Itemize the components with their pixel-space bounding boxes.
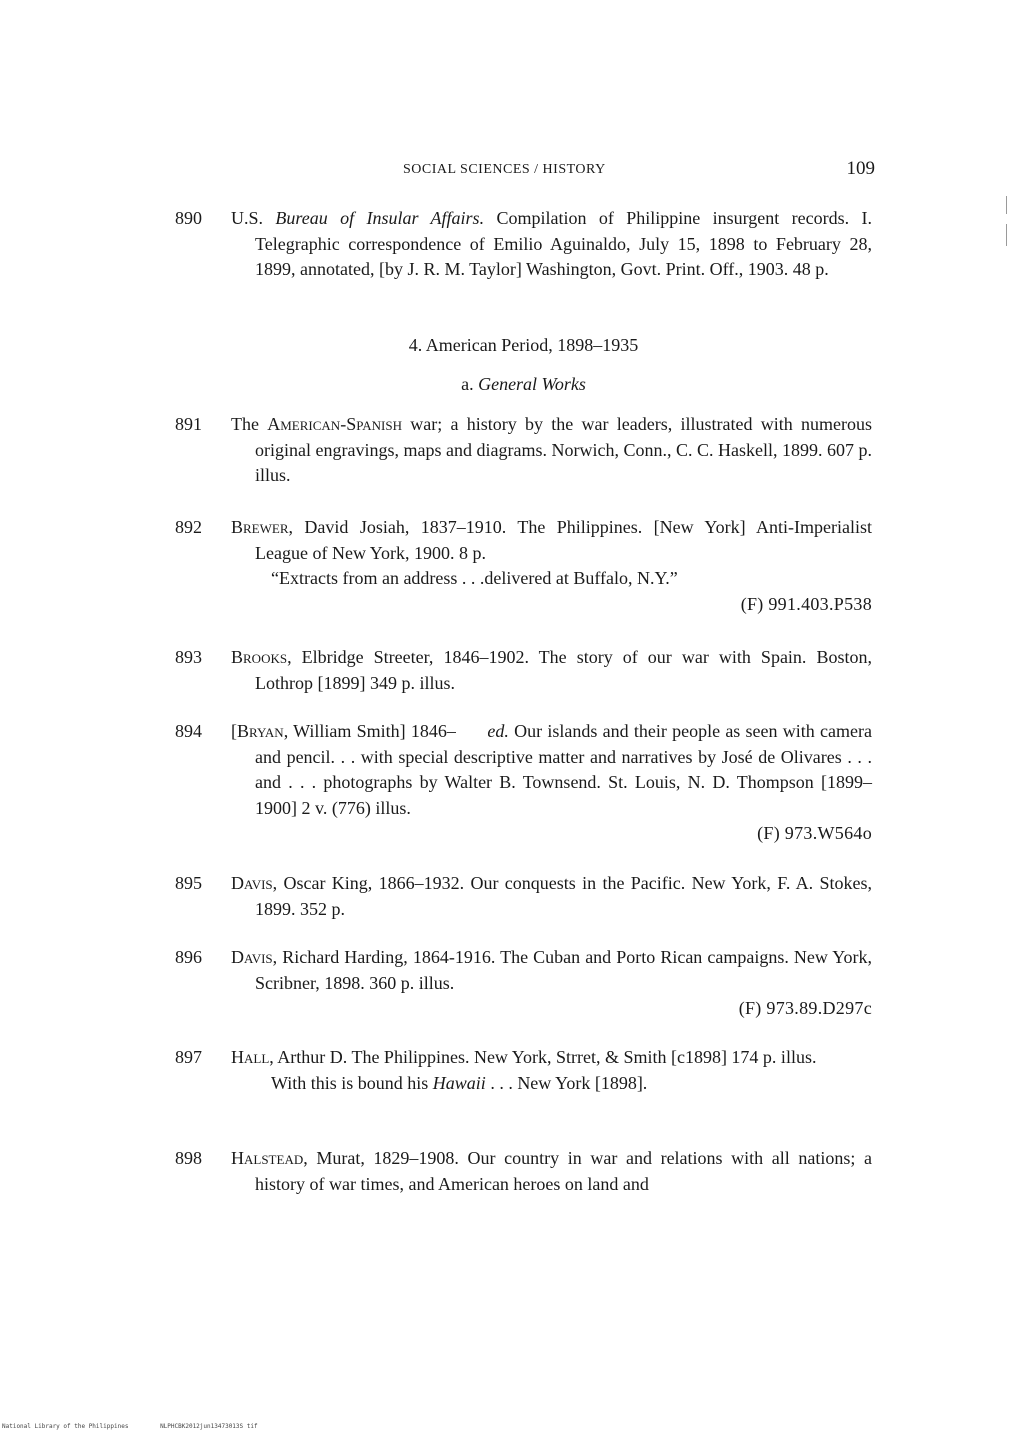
running-head [175,158,875,184]
entry-number: 891 [175,414,202,434]
bibliography-entry [175,945,872,1022]
bibliography-entry [175,645,872,696]
entry-citation: Hall, Arthur D. The Philippines. New York, Strret, & Smith [c1898] 174 p. illus. [231,1047,817,1067]
entry-note: With this is bound his Hawaii . . . New York [1898]. [271,1072,648,1093]
call-number: (F) 973.W564o [757,823,872,843]
scan-footer [2,1423,258,1430]
entry-number: 892 [175,517,202,537]
bibliography-entry [175,1045,872,1096]
scan-mark [1006,196,1007,214]
entry-citation: Davis, Oscar King, 1866–1932. Our conquests in the Pacific. New York, F. A. Stokes, 1899. 352 p. [231,873,872,919]
bibliography-entry [175,515,872,617]
scan-mark [1006,224,1007,246]
entry-number: 898 [175,1148,202,1168]
page-number: 109 [846,158,875,179]
entry-number: 893 [175,647,202,667]
scan-id: NLPHCBK2012jun13473013S tif [160,1423,258,1430]
entry-citation: Davis, Richard Harding, 1864-1916. The Cuban and Porto Rican campaigns. New York, Scribner, 1898. 360 p. illus. [231,947,872,993]
entry-citation: U.S. Bureau of Insular Affairs. Compilation of Philippine insurgent records. I. Telegraphic correspondence of Emilio Aguinaldo, July 15, 1898 to February 28, 1899, annotated, [by J. R. M. Taylor] Washington, Govt. Print. Off., 1903. 48 p. [231,208,873,279]
entry-citation: The American-Spanish war; a history by the war leaders, illustrated with numerous original engravings, maps and diagrams. Norwich, Conn., C. C. Haskell, 1899. 607 p. illus. [231,414,872,485]
entry-number: 890 [175,208,202,228]
subsection-prefix: a. [461,374,474,394]
entry-number: 896 [175,947,202,967]
bibliography-entry [175,206,872,283]
subsection-heading [175,374,872,395]
entry-citation: Halstead, Murat, 1829–1908. Our country in war and relations with all nations; a history of war times, and American heroes on land and [231,1148,872,1194]
entry-citation: Brewer, David Josiah, 1837–1910. The Philippines. [New York] Anti-Imperialist League of New York, 1900. 8 p. [231,517,872,563]
call-number: (F) 991.403.P538 [740,593,872,614]
bibliography-entry [175,412,872,489]
entry-citation: [Bryan, William Smith] 1846– ed. Our islands and their people as seen with camera and pencil. . . with special descriptive matter and narratives by José de Olivares . . . and . . . photographs by Walter B. Townsend. St. Louis, N. D. Thompson [1899–1900] 2 v. (776) illus. [231,721,872,818]
call-number: (F) 973.89.D297c [738,998,872,1018]
subsection-title: General Works [478,374,586,394]
entry-citation: Brooks, Elbridge Streeter, 1846–1902. The story of our war with Spain. Boston, Lothrop [1899] 349 p. illus. [231,647,872,693]
entry-number: 894 [175,721,202,741]
entry-number: 897 [175,1047,202,1067]
running-title: SOCIAL SCIENCES / HISTORY [403,162,606,177]
entry-number: 895 [175,873,202,893]
entry-note: “Extracts from an address . . .delivered at Buffalo, N.Y.” [271,568,678,588]
library-name: National Library of the Philippines [2,1423,129,1430]
bibliography-entry [175,1146,872,1197]
bibliography-entry [175,871,872,922]
bibliography-entry [175,719,872,847]
section-heading: 4. American Period, 1898–1935 [408,335,639,355]
